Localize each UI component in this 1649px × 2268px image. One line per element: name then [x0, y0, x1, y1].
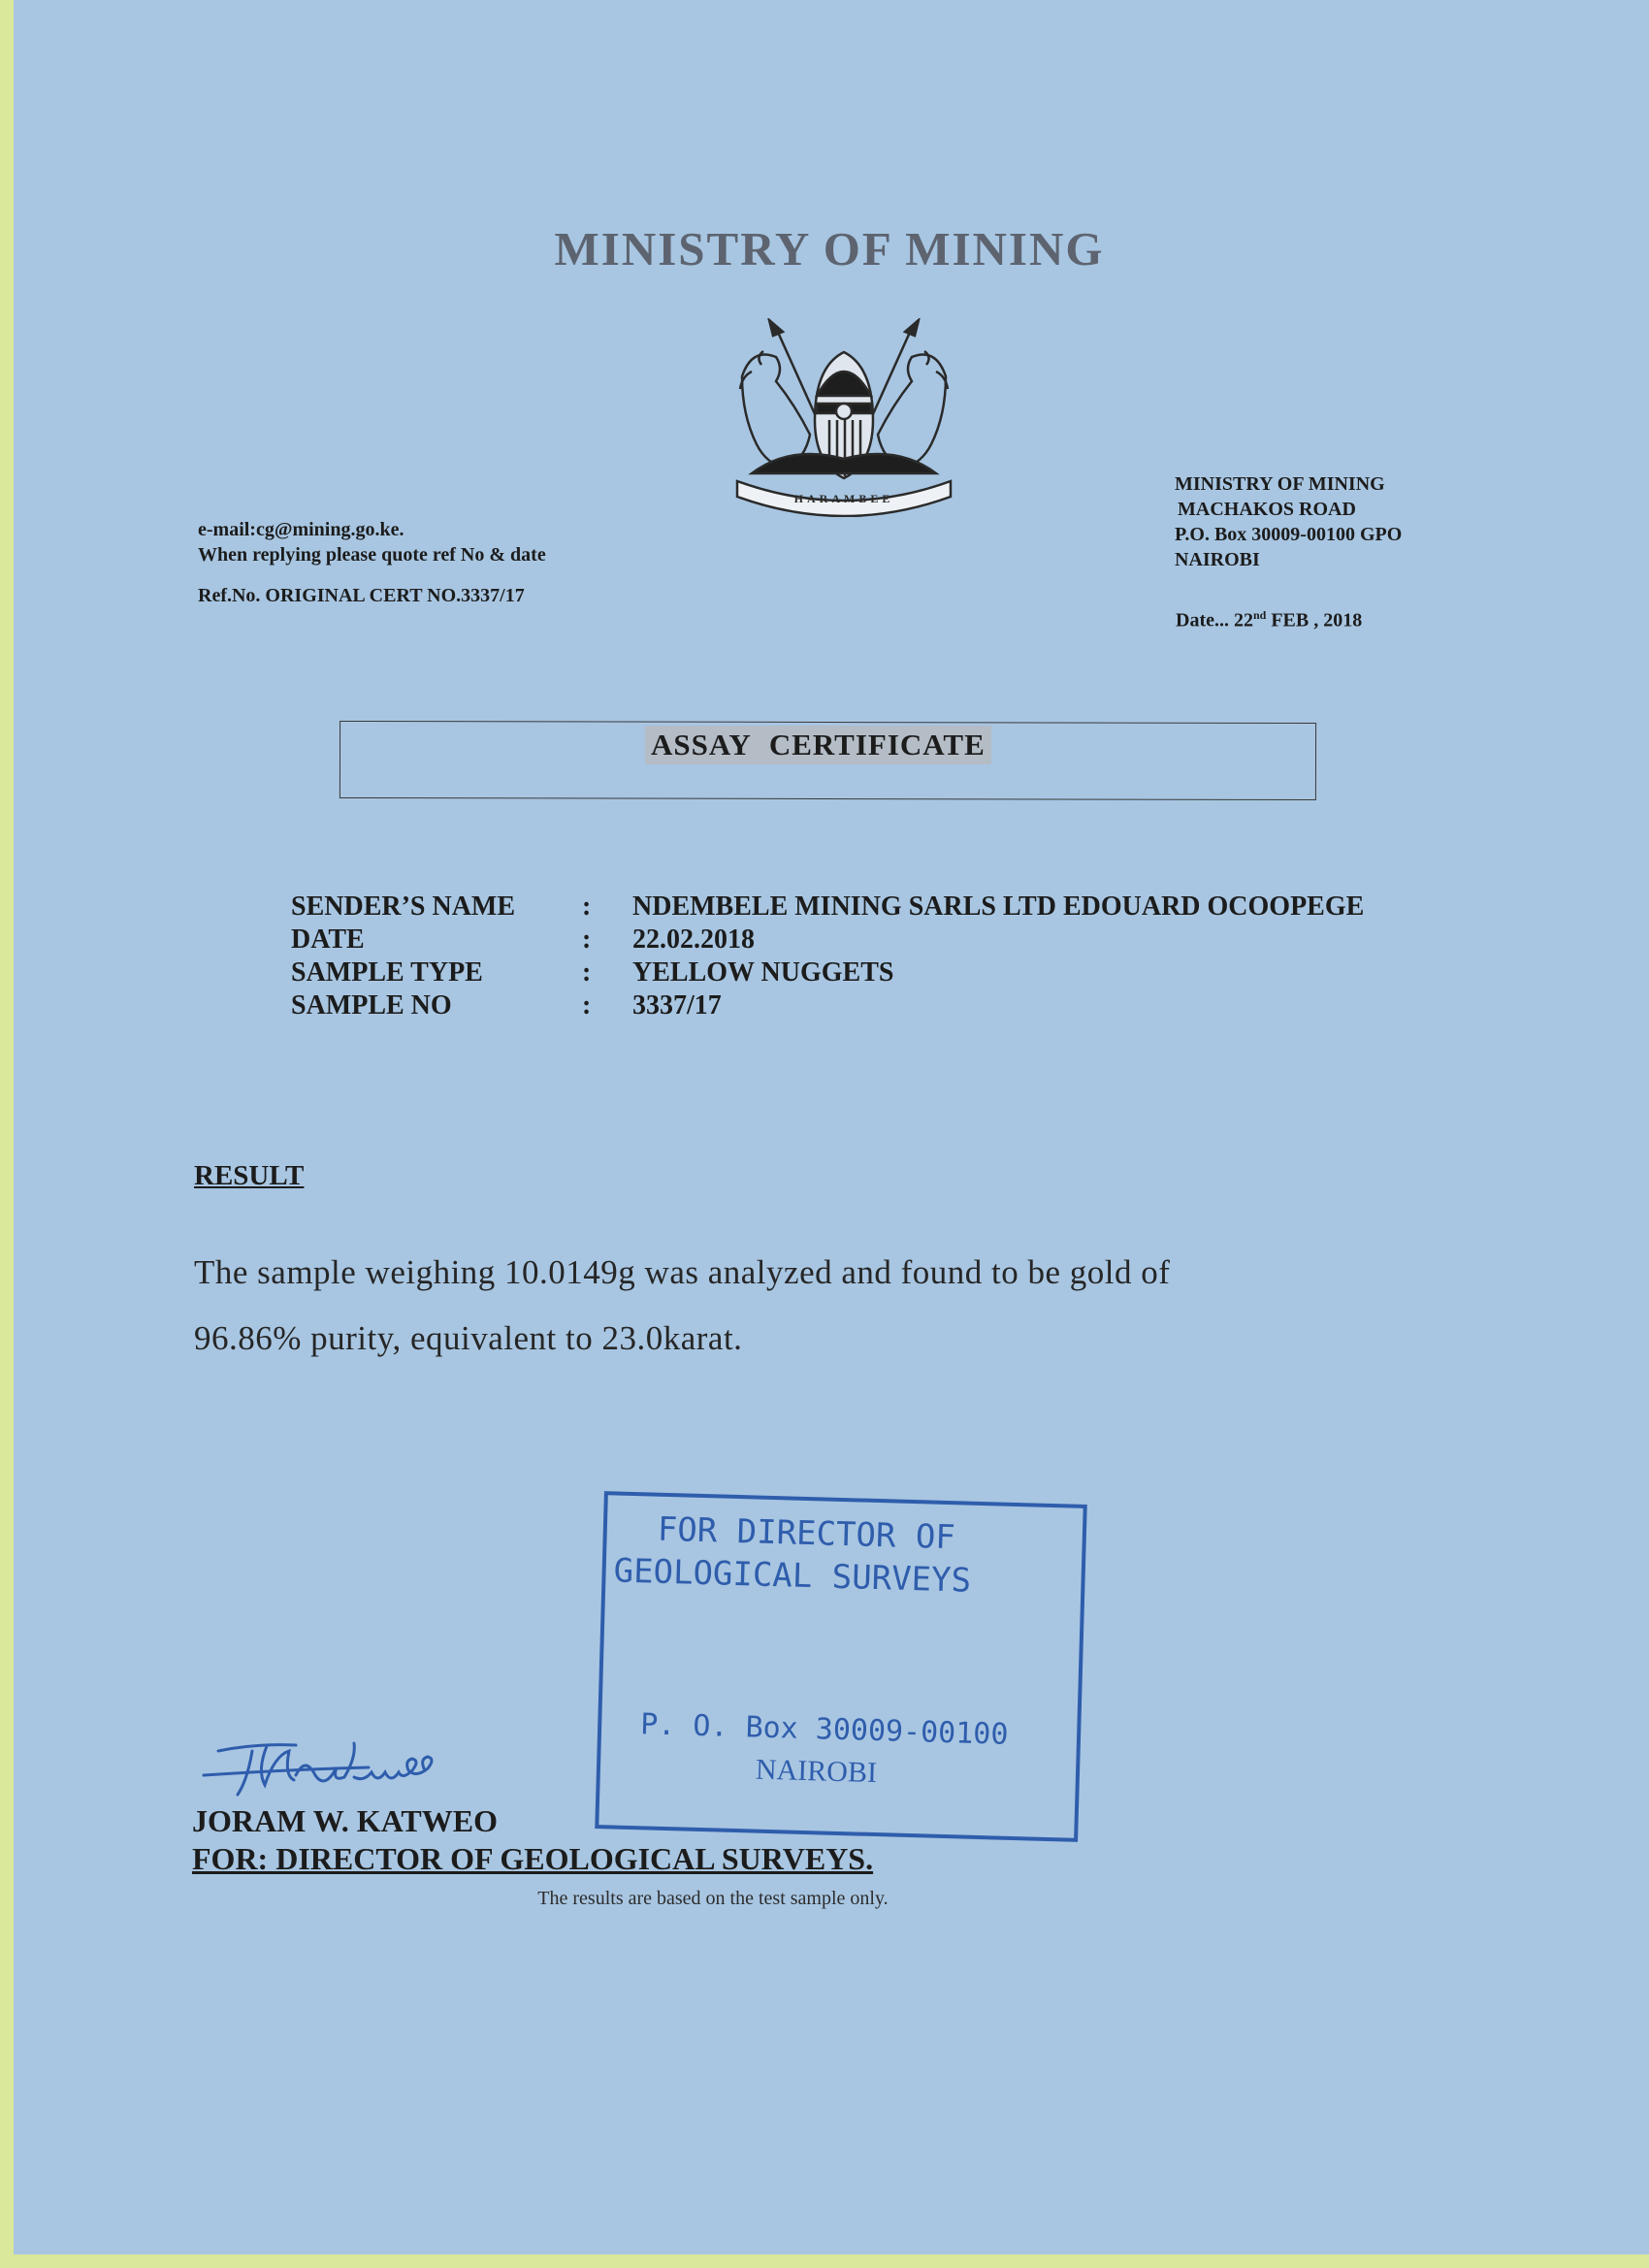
scan-edge-left: [0, 0, 14, 2268]
result-line-2: 96.86% purity, equivalent to 23.0karat.: [194, 1319, 743, 1357]
email-line: e-mail:cg@mining.go.ke.: [198, 519, 404, 540]
certificate-title-word-2: CERTIFICATE: [768, 728, 986, 761]
reply-note: When replying please quote ref No & date: [198, 544, 546, 566]
handwritten-signature: [199, 1722, 519, 1809]
svg-text:HARAMBEE: HARAMBEE: [793, 492, 894, 505]
coat-of-arms-icon: [723, 318, 965, 517]
stamp-line-4: NAIROBI: [755, 1753, 878, 1790]
document-date: [1176, 608, 1362, 632]
ministry-address: [1175, 471, 1402, 572]
address-line-4: NAIROBI: [1175, 549, 1260, 570]
stamp-line-3: P. O. Box 30009-00100: [639, 1707, 1009, 1752]
official-stamp: [595, 1491, 1087, 1842]
contact-block: [198, 517, 546, 608]
address-line-3: P.O. Box 30009-00100 GPO: [1175, 524, 1403, 545]
detail-separator: :: [582, 957, 592, 988]
address-line-1: MINISTRY OF MINING: [1175, 473, 1385, 495]
stamp-line-2: GEOLOGICAL SURVEYS: [613, 1551, 972, 1601]
detail-value: 22.02.2018: [632, 924, 755, 955]
detail-label: SENDER’S NAME: [291, 891, 516, 922]
signer-title: FOR: DIRECTOR OF GEOLOGICAL SURVEYS.: [192, 1841, 874, 1876]
result-text: [194, 1240, 1170, 1372]
certificate-title: [645, 726, 991, 764]
detail-label: SAMPLE NO: [291, 990, 452, 1021]
scan-edge-bottom: [0, 2254, 1649, 2268]
detail-separator: :: [582, 990, 592, 1021]
date-ordinal: nd: [1252, 608, 1267, 622]
detail-separator: :: [582, 924, 592, 955]
detail-value: 3337/17: [632, 990, 722, 1021]
ministry-title: MINISTRY OF MINING: [554, 222, 1105, 275]
detail-label: SAMPLE TYPE: [291, 957, 483, 988]
detail-label: DATE: [291, 924, 365, 955]
detail-value: NDEMBELE MINING SARLS LTD EDOUARD OCOOPEGE: [632, 891, 1365, 922]
detail-separator: :: [582, 891, 592, 922]
address-line-2: MACHAKOS ROAD: [1178, 499, 1356, 520]
result-line-1: The sample weighing 10.0149g was analyzed and found to be gold of: [194, 1253, 1171, 1291]
stamp-line-1: FOR DIRECTOR OF: [657, 1509, 956, 1558]
date-prefix: Date... 22: [1176, 609, 1253, 632]
signer-name: JORAM W. KATWEO: [192, 1803, 498, 1838]
result-heading: RESULT: [194, 1160, 305, 1191]
date-rest: FEB , 2018: [1266, 609, 1363, 632]
certificate-title-word-1: ASSAY: [651, 728, 752, 761]
footnote: The results are based on the test sample only.: [537, 1888, 889, 1909]
detail-value: YELLOW NUGGETS: [632, 957, 894, 988]
reference-number: Ref.No. ORIGINAL CERT NO.3337/17: [198, 585, 525, 606]
